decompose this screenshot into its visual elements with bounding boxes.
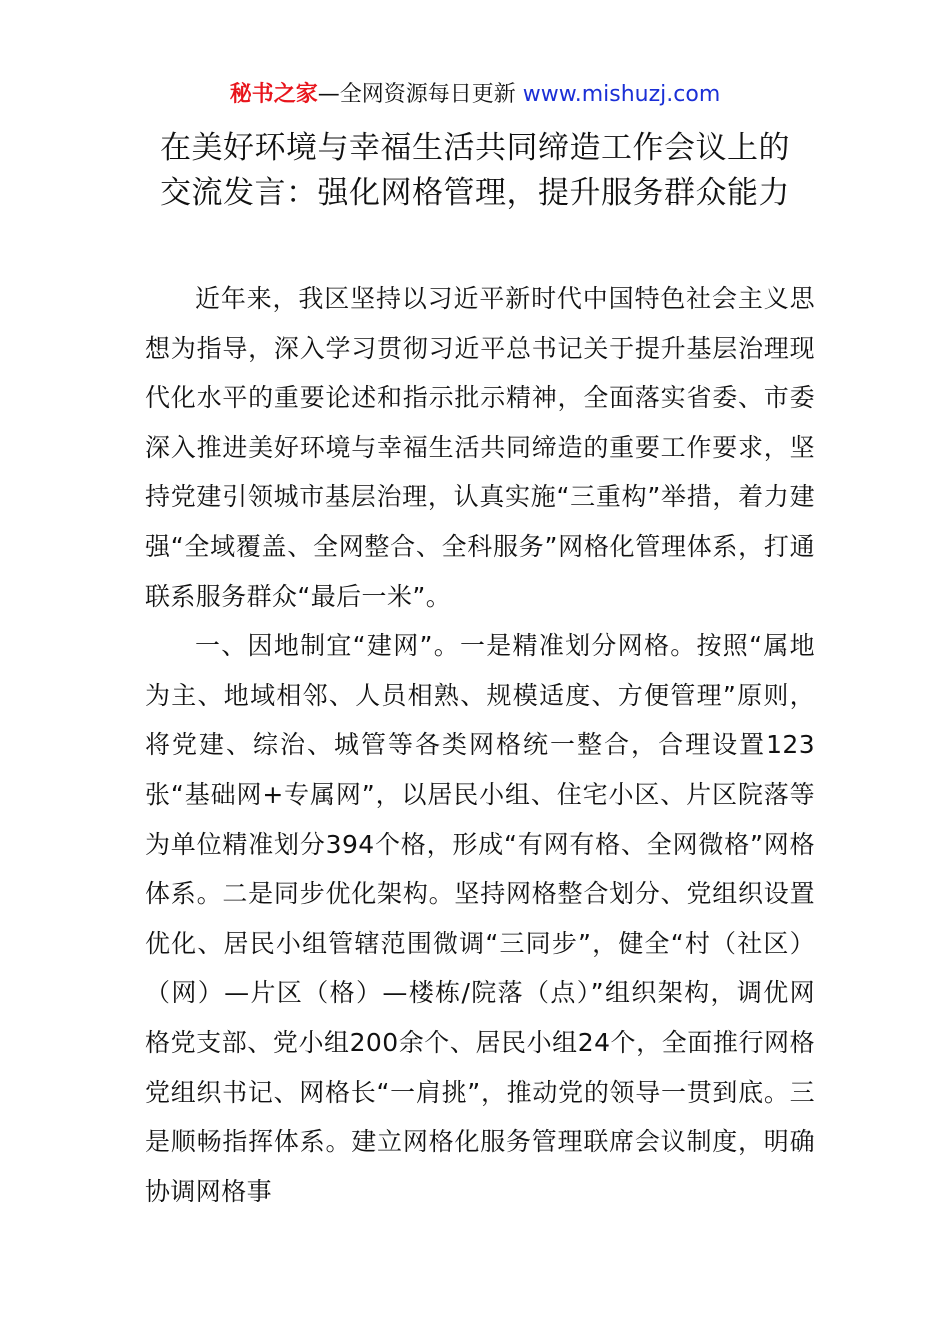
paragraph-section-1: 一、因地制宜“建网”。一是精准划分网格。按照“属地为主、地域相邻、人员相熟、规模适度、方便管理”原则，将党建、综治、城管等各类网格统一整合，合理设置123张“基础网+专属网”，以居民小组、住宅小区、片区院落等为单位精准划分394个格，形成“有网有格、全网微格”网格体系。二是同步优化架构。坚持网格整合划分、党组织设置优化、居民小组管辖范围微调“三同步”，健全“村（社区）（网）—片区（格）—楼栋/院落（点）”组织架构，调优网格党支部、党小组200余个、居民小组24个，全面推行网格党组织书记、网格长“一肩挑”，推动党的领导一贯到底。三是顺畅指挥体系。建立网格化服务管理联席会议制度，明确协调网格事 <box>145 631 815 1206</box>
site-slogan: —全网资源每日更新 <box>317 82 516 107</box>
site-url-link[interactable]: www.mishuzj.com <box>522 82 721 107</box>
site-banner <box>0 78 950 112</box>
site-brand: 秘书之家 <box>229 82 318 107</box>
paragraph-intro: 近年来，我区坚持以习近平新时代中国特色社会主义思想为指导，深入学习贯彻习近平总书记关于提升基层治理现代化水平的重要论述和指示批示精神，全面落实省委、市委深入推进美好环境与幸福生活共同缔造的重要工作要求，坚持党建引领城市基层治理，认真实施“三重构”举措，着力建强“全域覆盖、全网整合、全科服务”网格化管理体系，打通联系服务群众“最后一米”。 <box>145 284 815 611</box>
title-line-1: 在美好环境与幸福生活共同缔造工作会议上的 <box>160 130 790 166</box>
title-line-2: 交流发言：强化网格管理，提升服务群众能力 <box>160 175 790 211</box>
document-body <box>145 274 815 1216</box>
document-title <box>0 126 950 216</box>
